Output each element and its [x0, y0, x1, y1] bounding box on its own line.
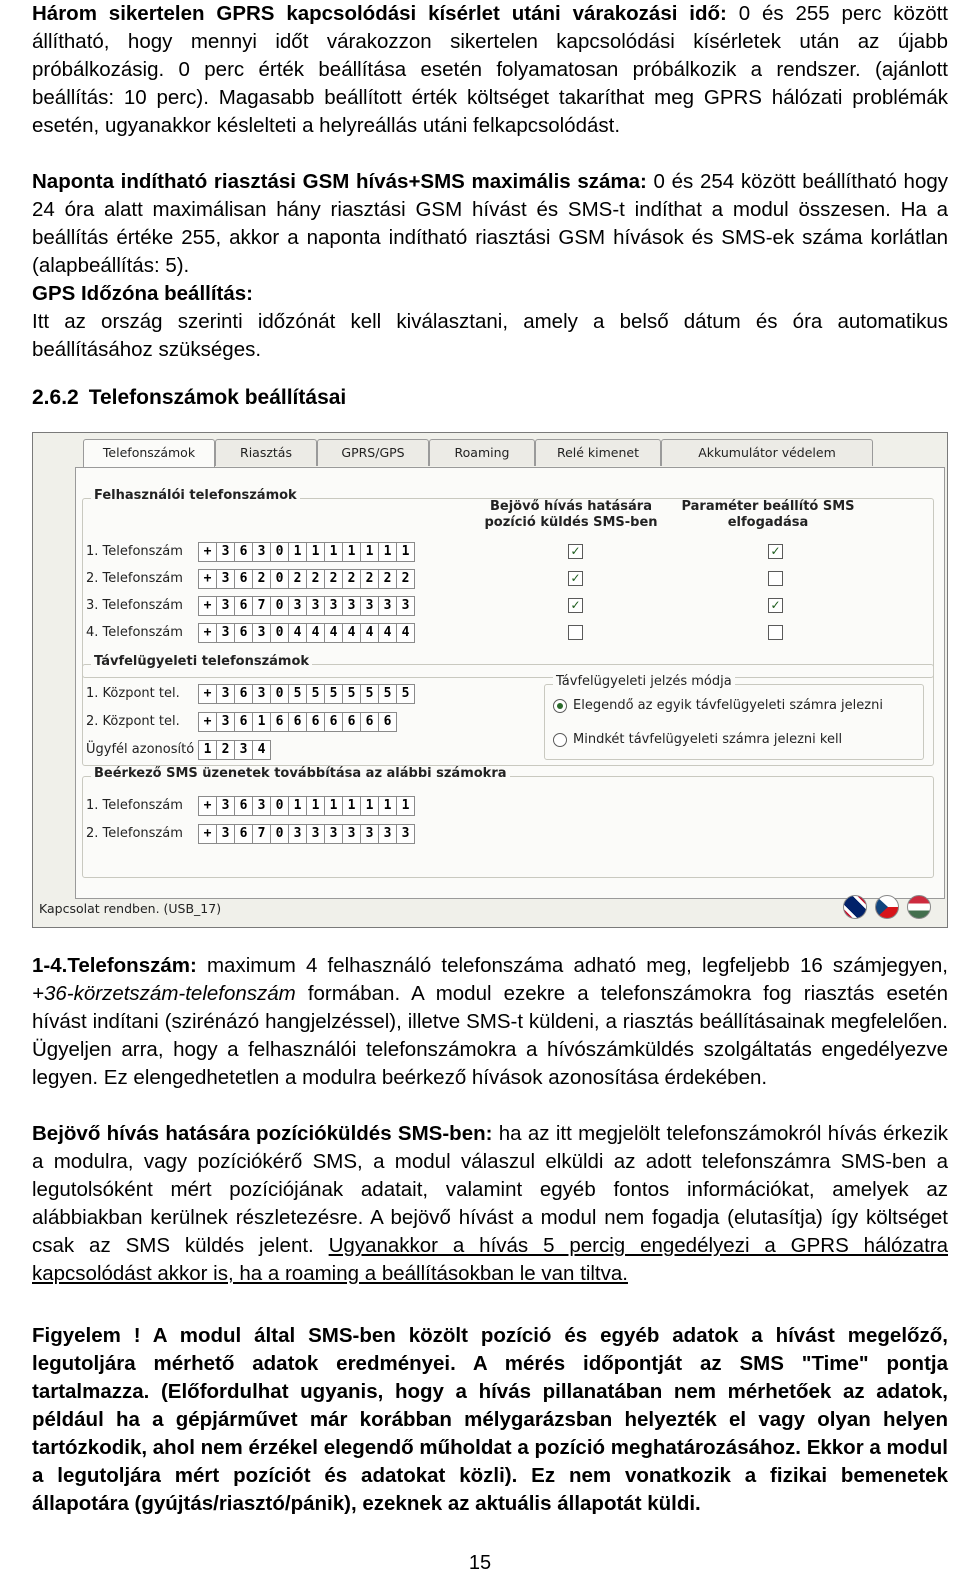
column-header-position-sms: Bejövő hívás hatására pozíció küldés SMS-ben [484, 499, 658, 530]
tab-panel [75, 467, 945, 899]
digit-cell[interactable]: + [198, 623, 216, 643]
czech-flag-icon[interactable] [875, 895, 899, 919]
digit-cell[interactable]: 3 [216, 623, 234, 643]
digit-cell[interactable]: 3 [378, 824, 396, 844]
digit-cell[interactable]: 3 [252, 623, 270, 643]
digit-cell[interactable]: 7 [252, 824, 270, 844]
digit-cell[interactable]: 1 [288, 796, 306, 816]
position-sms-checkbox[interactable]: ✓ [568, 571, 583, 586]
tab-telefonszamok[interactable]: Telefonszámok [83, 439, 215, 468]
digit-cell[interactable]: 3 [288, 596, 306, 616]
digit-cell[interactable]: 2 [378, 569, 396, 589]
digit-cell[interactable]: 4 [252, 740, 271, 760]
remote-phone-input[interactable] [198, 712, 397, 732]
digit-cell[interactable]: 1 [378, 542, 396, 562]
digit-cell[interactable]: 3 [342, 596, 360, 616]
column-header-param-sms: Paraméter beállító SMS elfogadása [681, 499, 855, 530]
digit-cell[interactable]: 6 [234, 542, 252, 562]
radio-both-numbers-label: Mindkét távfelügyeleti számra jelezni kell [573, 732, 843, 747]
digit-cell[interactable]: 4 [324, 623, 342, 643]
digit-cell[interactable]: 5 [324, 684, 342, 704]
digit-cell[interactable]: 5 [342, 684, 360, 704]
digit-cell[interactable]: 3 [216, 596, 234, 616]
digit-cell[interactable]: 3 [216, 542, 234, 562]
digit-cell[interactable]: 1 [396, 796, 415, 816]
digit-cell[interactable]: 1 [360, 542, 378, 562]
digit-cell[interactable]: 6 [360, 712, 378, 732]
tab-akkumulator-vedelem[interactable]: Akkumulátor védelem [661, 439, 873, 466]
tab-gprs-gps[interactable]: GPRS/GPS [317, 439, 429, 466]
user-phone-input[interactable] [198, 623, 415, 643]
digit-cell[interactable]: 3 [216, 684, 234, 704]
digit-cell[interactable]: 3 [216, 824, 234, 844]
digit-cell[interactable]: 1 [306, 796, 324, 816]
digit-cell[interactable]: 2 [288, 569, 306, 589]
digit-cell[interactable]: 0 [270, 596, 288, 616]
digit-cell[interactable]: 1 [378, 796, 396, 816]
digit-cell[interactable]: 3 [216, 712, 234, 732]
remote-phone-input[interactable] [198, 684, 415, 704]
param-sms-checkbox[interactable]: ✓ [768, 544, 783, 559]
digit-cell[interactable]: 3 [342, 824, 360, 844]
hungarian-flag-icon[interactable] [907, 895, 931, 919]
digit-cell[interactable]: 1 [306, 542, 324, 562]
digit-cell[interactable]: 6 [234, 796, 252, 816]
digit-cell[interactable]: 4 [306, 623, 324, 643]
settings-window [32, 432, 948, 928]
digit-cell[interactable]: 5 [396, 684, 415, 704]
digit-cell[interactable]: 0 [270, 684, 288, 704]
digit-cell[interactable]: + [198, 796, 216, 816]
digit-cell[interactable]: 5 [378, 684, 396, 704]
paragraph-gps-timezone: GPS Időzóna beállítás: Itt az ország szerinti időzónát kell kiválasztani, amely a belső dátum és óra automatikus beállításához szükséges. [32, 282, 948, 361]
remote-phone-label: Ügyfél azonosító [86, 742, 195, 757]
tab-riasztas[interactable]: Riasztás [215, 439, 317, 466]
paragraph-gprs-retry: Három sikertelen GPRS kapcsolódási kísérlet utáni várakozási idő: 0 és 255 perc között állítható, hogy mennyi időt várakozzon sikertelen kapcsolódási kísérletek után az újabb próbálkozásig. 0 perc érték beállítása esetén folyamatosan próbálkozik a rendszer. (ajánlott beállítás: 10 perc). Magasabb beállított érték költséget takaríthat meg GPRS hálózati problémák esetén, ugyanakkor késlelteti a helyreállás utáni felkapcsolódást. [32, 2, 948, 137]
sms-forward-input[interactable] [198, 824, 415, 844]
digit-cell[interactable]: 0 [270, 796, 288, 816]
digit-cell[interactable]: 6 [378, 712, 397, 732]
digit-cell[interactable]: 2 [216, 740, 234, 760]
digit-cell[interactable]: 1 [360, 796, 378, 816]
digit-cell[interactable]: + [198, 684, 216, 704]
digit-cell[interactable]: 6 [288, 712, 306, 732]
digit-cell[interactable]: 5 [306, 684, 324, 704]
digit-cell[interactable]: 4 [378, 623, 396, 643]
digit-cell[interactable]: 2 [306, 569, 324, 589]
digit-cell[interactable]: 3 [252, 684, 270, 704]
digit-cell[interactable]: 1 [324, 542, 342, 562]
digit-cell[interactable]: 1 [198, 740, 216, 760]
digit-cell[interactable]: 1 [342, 542, 360, 562]
digit-cell[interactable]: 3 [252, 796, 270, 816]
paragraph-phone-numbers: 1-4.Telefonszám: maximum 4 felhasználó telefonszáma adható meg, legfeljebb 16 számjegyen, +36-körzetszám-telefonszám formában. A modul ezekre a telefonszámokra fog riasztás esetén hívást indítani (szirénázó hangjelzéssel), illetve SMS-t küldeni, a riasztás beállításainak megfelelően. Ügyeljen arra, hogy a felhasználói telefonszámokra a hívószámküldés szolgáltatás engedélyezve legyen. Ez elengedhetetlen a modulra beérkező hívások azonosítása érdekében. [32, 954, 948, 1089]
digit-cell[interactable]: 1 [288, 542, 306, 562]
digit-cell[interactable]: 6 [306, 712, 324, 732]
digit-cell[interactable]: 6 [270, 712, 288, 732]
digit-cell[interactable]: 3 [396, 596, 415, 616]
sms-forward-title: Beérkező SMS üzenetek továbbítása az alábbi számokra [91, 766, 510, 781]
digit-cell[interactable]: + [198, 542, 216, 562]
digit-cell[interactable]: 3 [360, 824, 378, 844]
digit-cell[interactable]: 3 [216, 569, 234, 589]
digit-cell[interactable]: 5 [360, 684, 378, 704]
digit-cell[interactable]: 3 [234, 740, 252, 760]
digit-cell[interactable]: 5 [288, 684, 306, 704]
digit-cell[interactable]: + [198, 569, 216, 589]
digit-cell[interactable]: 2 [360, 569, 378, 589]
section-title: Telefonszámok beállításai [88, 386, 347, 409]
position-sms-checkbox[interactable] [568, 625, 583, 640]
sms-forward-input[interactable] [198, 796, 415, 816]
paragraph-position-sms: Bejövő hívás hatására pozícióküldés SMS-ben: ha az itt megjelölt telefonszámokról hívás érkezik a modulra, vagy pozíciókérő SMS, a modul válaszul elküldi az adott telefonszámra SMS-ben a legutolsóként mért pozíciójának adatait, valamint egyéb fontos információkat, amelyek az alábbiakban kerülnek részletezésre. A bejövő hívást a modul nem fogadja (elutasítja) így költséget csak az SMS küldés jelent. Ugyanakkor a hívás 5 percig engedélyezi a GPRS hálózatra kapcsolódást akkor is, ha a roaming a beállításokban le van tiltva. [32, 1122, 948, 1285]
user-phone-label: 4. Telefonszám [86, 625, 183, 640]
position-sms-checkbox[interactable]: ✓ [568, 598, 583, 613]
digit-cell[interactable]: 4 [396, 623, 415, 643]
digit-cell[interactable]: 6 [234, 623, 252, 643]
remote-phone-input[interactable] [198, 740, 271, 760]
digit-cell[interactable]: 3 [324, 824, 342, 844]
sms-forward-label: 2. Telefonszám [86, 826, 183, 841]
digit-cell[interactable]: 6 [234, 569, 252, 589]
digit-cell[interactable]: 6 [234, 596, 252, 616]
remote-phone-label: 1. Központ tel. [86, 686, 180, 701]
digit-cell[interactable]: 3 [378, 596, 396, 616]
digit-cell[interactable]: 3 [396, 824, 415, 844]
digit-cell[interactable]: 2 [252, 569, 270, 589]
user-phone-label: 1. Telefonszám [86, 544, 183, 559]
digit-cell[interactable]: 3 [306, 596, 324, 616]
digit-cell[interactable]: 0 [270, 542, 288, 562]
signal-mode-group [544, 674, 924, 760]
digit-cell[interactable]: 4 [342, 623, 360, 643]
param-sms-checkbox[interactable] [768, 571, 783, 586]
digit-cell[interactable]: + [198, 824, 216, 844]
signal-mode-title: Távfelügyeleti jelzés módja [553, 674, 735, 689]
digit-cell[interactable]: 2 [342, 569, 360, 589]
digit-cell[interactable]: 4 [360, 623, 378, 643]
position-sms-checkbox[interactable]: ✓ [568, 544, 583, 559]
digit-cell[interactable]: 1 [396, 542, 415, 562]
tab-roaming[interactable]: Roaming [429, 439, 535, 466]
paragraph-warning: Figyelem ! A modul által SMS-ben közölt pozíció és egyéb adatok a hívást megelőző, legutoljára mérhető adatok eredményei. A mérés időpontját az SMS "Time" pontja tartalmazza. (Előfordulhat ugyanis, hogy a hívás pillanatában nem mérhetőek az adatok, például ha a gépjárművet már korábban mélygarázsban helyezték el vagy olyan helyen tartózkodik, ahol nem érzékel elegendő műholdat a pozíció meghatározásához. Ekkor a modul a legutoljára mért pozíciót és adatokat közli). Ez nem vonatkozik a fizikai bemenetek állapotára (gyújtás/riasztó/pánik), ezeknek az aktuális állapotát küldi. [32, 1324, 948, 1515]
digit-cell[interactable]: 6 [234, 684, 252, 704]
tab-rele-kimenet[interactable]: Relé kimenet [535, 439, 661, 466]
digit-cell[interactable]: 7 [252, 596, 270, 616]
english-flag-icon[interactable] [843, 895, 867, 919]
radio-one-number[interactable] [553, 699, 567, 713]
remote-numbers-title: Távfelügyeleti telefonszámok [91, 654, 312, 669]
radio-one-number-label: Elegendő az egyik távfelügyeleti számra jelezni [573, 698, 883, 713]
digit-cell[interactable]: 0 [270, 824, 288, 844]
digit-cell[interactable]: + [198, 712, 216, 732]
digit-cell[interactable]: 1 [324, 796, 342, 816]
radio-both-numbers[interactable] [553, 733, 567, 747]
digit-cell[interactable]: 2 [396, 569, 415, 589]
section-number: 2.6.2 [32, 386, 79, 409]
digit-cell[interactable]: 3 [288, 824, 306, 844]
status-bar: Kapcsolat rendben. (USB_17) [39, 901, 222, 916]
sms-forward-label: 1. Telefonszám [86, 798, 183, 813]
user-phone-label: 2. Telefonszám [86, 571, 183, 586]
user-phone-input[interactable] [198, 542, 415, 562]
digit-cell[interactable]: 3 [216, 796, 234, 816]
digit-cell[interactable]: 0 [270, 623, 288, 643]
digit-cell[interactable]: + [198, 596, 216, 616]
param-sms-checkbox[interactable] [768, 625, 783, 640]
digit-cell[interactable]: 3 [324, 596, 342, 616]
section-heading [32, 386, 356, 410]
user-numbers-title: Felhasználói telefonszámok [91, 488, 300, 503]
digit-cell[interactable]: 4 [288, 623, 306, 643]
page-number: 15 [468, 1552, 492, 1574]
digit-cell[interactable]: 1 [342, 796, 360, 816]
digit-cell[interactable]: 3 [306, 824, 324, 844]
digit-cell[interactable]: 6 [324, 712, 342, 732]
digit-cell[interactable]: 1 [252, 712, 270, 732]
remote-phone-label: 2. Központ tel. [86, 714, 180, 729]
digit-cell[interactable]: 0 [270, 569, 288, 589]
digit-cell[interactable]: 2 [324, 569, 342, 589]
digit-cell[interactable]: 6 [342, 712, 360, 732]
param-sms-checkbox[interactable]: ✓ [768, 598, 783, 613]
user-phone-input[interactable] [198, 596, 415, 616]
user-phone-input[interactable] [198, 569, 415, 589]
digit-cell[interactable]: 3 [360, 596, 378, 616]
paragraph-daily-alarm: Naponta indítható riasztási GSM hívás+SMS maximális száma: 0 és 254 között beállítható hogy 24 óra alatt maximálisan hány riasztási GSM hívást és SMS-t indíthat a modul összesen. Ha a beállítás értéke 255, akkor a naponta indítható riasztási GSM hívások és SMS-ek száma korlátlan (alapbeállítás: 5). [32, 170, 948, 277]
digit-cell[interactable]: 6 [234, 824, 252, 844]
user-phone-label: 3. Telefonszám [86, 598, 183, 613]
digit-cell[interactable]: 3 [252, 542, 270, 562]
digit-cell[interactable]: 6 [234, 712, 252, 732]
